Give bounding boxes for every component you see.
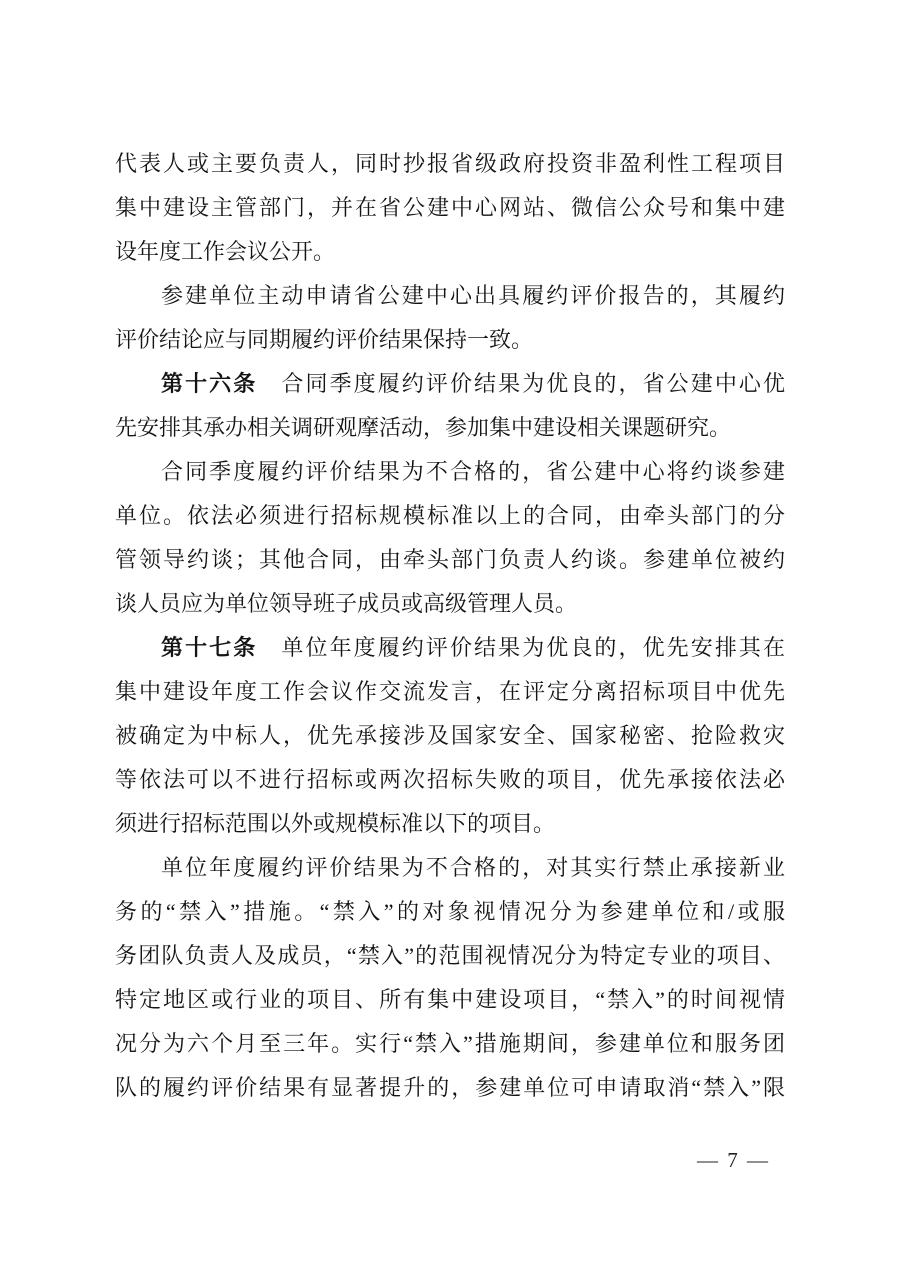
- text-line: [115, 626, 785, 670]
- text-line: [115, 978, 785, 1022]
- text-line: [115, 934, 785, 978]
- text-segment: 集中建设主管部门，并在省公建中心网站、微信公众号和集中建: [115, 195, 785, 220]
- text-segment: 集中建设年度工作会议作交流发言，在评定分离招标项目中优先: [115, 679, 785, 704]
- text-segment: 被确定为中标人，优先承接涉及国家安全、国家秘密、抢险救灾: [115, 723, 785, 748]
- text-segment: 代表人或主要负责人，同时抄报省级政府投资非盈利性工程项目: [115, 151, 785, 176]
- text-line: [115, 802, 785, 846]
- text-segment: 评价结论应与同期履约评价结果保持一致。: [115, 327, 534, 352]
- text-segment: 须进行招标范围以外或规模标准以下的项目。: [115, 811, 556, 836]
- text-line: [115, 274, 785, 318]
- text-segment: 务团队负责人及成员，“禁入”的范围视情况分为特定专业的项目、: [115, 943, 785, 968]
- article-number-label: 第十七条: [161, 635, 258, 660]
- text-line: [115, 582, 785, 626]
- text-line: [115, 362, 785, 406]
- text-segment: 合同季度履约评价结果为不合格的，省公建中心将约谈参建: [161, 459, 785, 484]
- text-line: [115, 318, 785, 362]
- text-segment: 设年度工作会议公开。: [115, 239, 336, 264]
- text-line: [115, 406, 785, 450]
- text-segment: 合同季度履约评价结果为优良的，省公建中心优: [257, 371, 785, 396]
- text-line: [115, 142, 785, 186]
- text-line: [115, 538, 785, 582]
- document-body: [115, 142, 785, 1110]
- text-segment: 特定地区或行业的项目、所有集中建设项目，“禁入”的时间视情: [115, 987, 785, 1012]
- text-line: [115, 758, 785, 802]
- text-line: [115, 714, 785, 758]
- text-segment: 务的“禁入”措施。“禁入”的对象视情况分为参建单位和/或服: [115, 899, 785, 924]
- page-number: — 7 —: [697, 1148, 770, 1172]
- text-segment: 队的履约评价结果有显著提升的，参建单位可申请取消“禁入”限: [115, 1075, 785, 1100]
- text-segment: 单位年度履约评价结果为不合格的，对其实行禁止承接新业: [161, 855, 785, 880]
- text-line: [115, 186, 785, 230]
- text-line: [115, 670, 785, 714]
- text-line: [115, 230, 785, 274]
- text-segment: 管领导约谈；其他合同，由牵头部门负责人约谈。参建单位被约: [115, 547, 785, 572]
- text-line: [115, 1022, 785, 1066]
- text-segment: 参建单位主动申请省公建中心出具履约评价报告的，其履约: [161, 283, 785, 308]
- text-segment: 况分为六个月至三年。实行“禁入”措施期间，参建单位和服务团: [115, 1031, 785, 1056]
- text-line: [115, 1066, 785, 1110]
- text-line: [115, 890, 785, 934]
- article-number-label: 第十六条: [161, 371, 258, 396]
- text-segment: 单位。依法必须进行招标规模标准以上的合同，由牵头部门的分: [115, 503, 785, 528]
- text-segment: 单位年度履约评价结果为优良的，优先安排其在: [257, 635, 785, 660]
- text-line: [115, 494, 785, 538]
- text-segment: 等依法可以不进行招标或两次招标失败的项目，优先承接依法必: [115, 767, 785, 792]
- text-segment: 先安排其承办相关调研观摩活动，参加集中建设相关课题研究。: [115, 415, 732, 440]
- text-segment: 谈人员应为单位领导班子成员或高级管理人员。: [115, 591, 578, 616]
- text-line: [115, 450, 785, 494]
- text-line: [115, 846, 785, 890]
